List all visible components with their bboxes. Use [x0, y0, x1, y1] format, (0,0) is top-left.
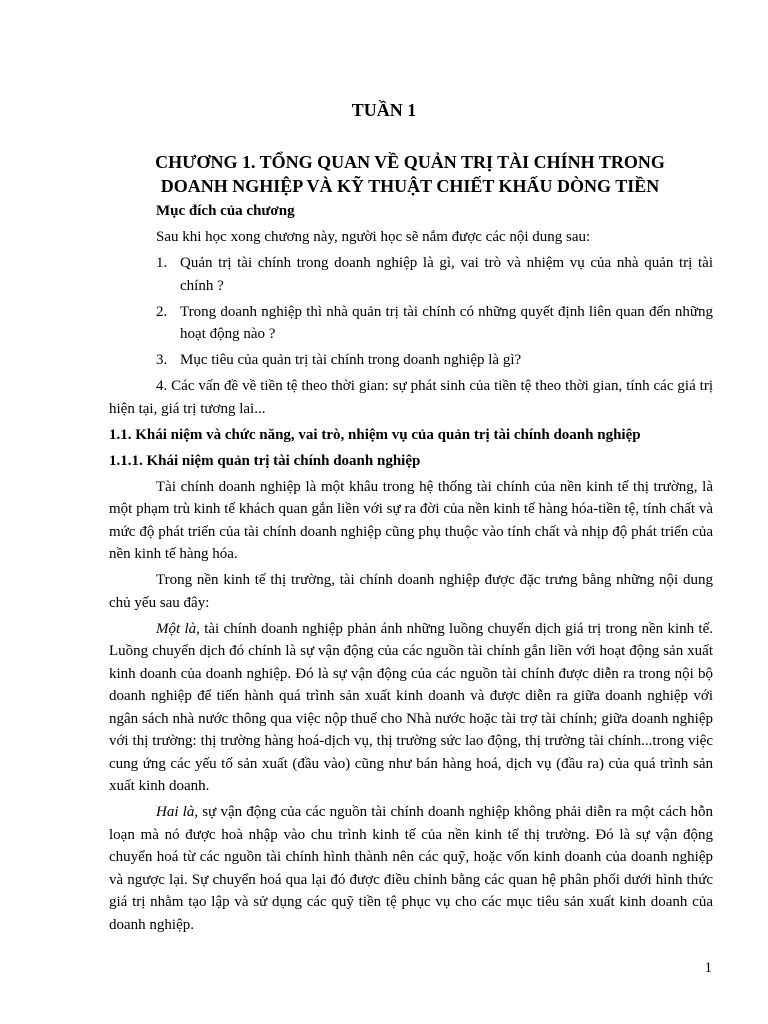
paragraph-4-text: sự vận động của các nguồn tài chính doanh nghiệp không phải diễn ra một cách hỗn loạn mà nó được hoà nhập vào chu trình kinh tế của nền kinh tế thị trường. Đó là sự vận động chuyển hoá từ các nguồn tài chính hình thành nên các quỹ, hoặc vốn kinh doanh của doanh nghiệp và ngược lại. Sự chuyển hoá qua lại đó được điều chỉnh bằng các quan hệ phân phối dưới hình thức giá trị nhằm tạo lập và sử dụng các quỹ tiền tệ phục vụ cho các mục tiêu sản xuất kinh doanh của doanh nghiệp.: [109, 804, 714, 933]
paragraph-3-lead: Một là,: [156, 620, 200, 637]
paragraph-4-lead: Hai là,: [156, 804, 199, 820]
paragraph-1: Tài chính doanh nghiệp là một khâu trong hệ thống tài chính của nền kinh tế thị trường, là một phạm trù kinh tế khách quan gắn liền với sự ra đời của nền kinh tế hàng hóa-tiền tệ, tính chất và mức độ phát triển của tài chính doanh nghiệp cũng phụ thuộc vào tính chất và nhịp độ phát triển của nền kinh tế hàng hóa.: [109, 478, 713, 562]
purpose-list-item: [109, 301, 713, 346]
chapter-title-line-2: DOANH NGHIỆP VÀ KỸ THUẬT CHIẾT KHẤU DÒNG TIỀN: [160, 176, 660, 196]
subsection-heading: 1.1.1. Khái niệm quản trị tài chính doanh nghiệp: [109, 452, 421, 469]
purpose-heading: Mục đích của chương: [156, 203, 295, 219]
paragraph-4: [109, 801, 713, 936]
list-item-text: Trong doanh nghiệp thì nhà quản trị tài chính có những quyết định liên quan đến những hoạt động nào ?: [180, 303, 713, 342]
purpose-intro: Sau khi học xong chương này, người học sẽ nắm được các nội dung sau:: [156, 229, 591, 245]
chapter-title: [100, 150, 720, 198]
paragraph-3-text: tài chính doanh nghiệp phản ánh những luồng chuyển dịch giá trị trong nền kinh tế. Luồng chuyển dịch đó chính là sự vận động của các nguồn tài chính gắn liền với hoạt động sản xuất kinh doanh của doanh nghiệp. Đó là sự vận động của các nguồn tài chính được diễn ra trong nội bộ doanh nghiệp để tiến hành quá trình sản xuất kinh doanh và được diễn ra giữa doanh nghiệp với ngân sách nhà nước thông qua việc nộp thuế cho Nhà nước hoặc tài trợ tài chính; giữa doanh nghiệp với thị trường: thị trường hàng hoá-dịch vụ, thị trường sức lao động, thị trường tài chính...trong việc cung ứng các yếu tố sản xuất (đầu vào) cũng như bán hàng hoá, dịch vụ (đầu ra) của quá trình sản xuất kinh doanh.: [109, 620, 713, 794]
document-body: [109, 200, 713, 940]
purpose-item-4: 4. Các vấn đề về tiền tệ theo thời gian: sự phát sinh của tiền tệ theo thời gian, tính các giá trị hiện tại, giá trị tương lai...: [109, 378, 713, 417]
paragraph-2: Trong nền kinh tế thị trường, tài chính doanh nghiệp được đặc trưng bằng những nội dung chủ yếu sau đây:: [109, 572, 713, 611]
list-item-number: 3.: [156, 352, 168, 368]
purpose-list-item: [109, 349, 713, 372]
list-item-number: 2.: [156, 303, 168, 320]
paragraph-3: [109, 618, 713, 798]
week-title: TUẦN 1: [351, 100, 417, 120]
list-item-number: 1.: [156, 255, 168, 271]
purpose-list-item: [109, 252, 713, 297]
page-number: 1: [704, 960, 712, 976]
list-item-text: Quản trị tài chính trong doanh nghiệp là gì, vai trò và nhiệm vụ của nhà quản trị tài chính ?: [180, 255, 713, 294]
section-heading: 1.1. Khái niệm và chức năng, vai trò, nhiệm vụ của quản trị tài chính doanh nghiệp: [109, 426, 641, 443]
chapter-title-line-1: CHƯƠNG 1. TỔNG QUAN VỀ QUẢN TRỊ TÀI CHÍNH TRONG: [155, 152, 665, 172]
list-item-text: Mục tiêu của quản trị tài chính trong doanh nghiệp là gì?: [180, 352, 522, 368]
